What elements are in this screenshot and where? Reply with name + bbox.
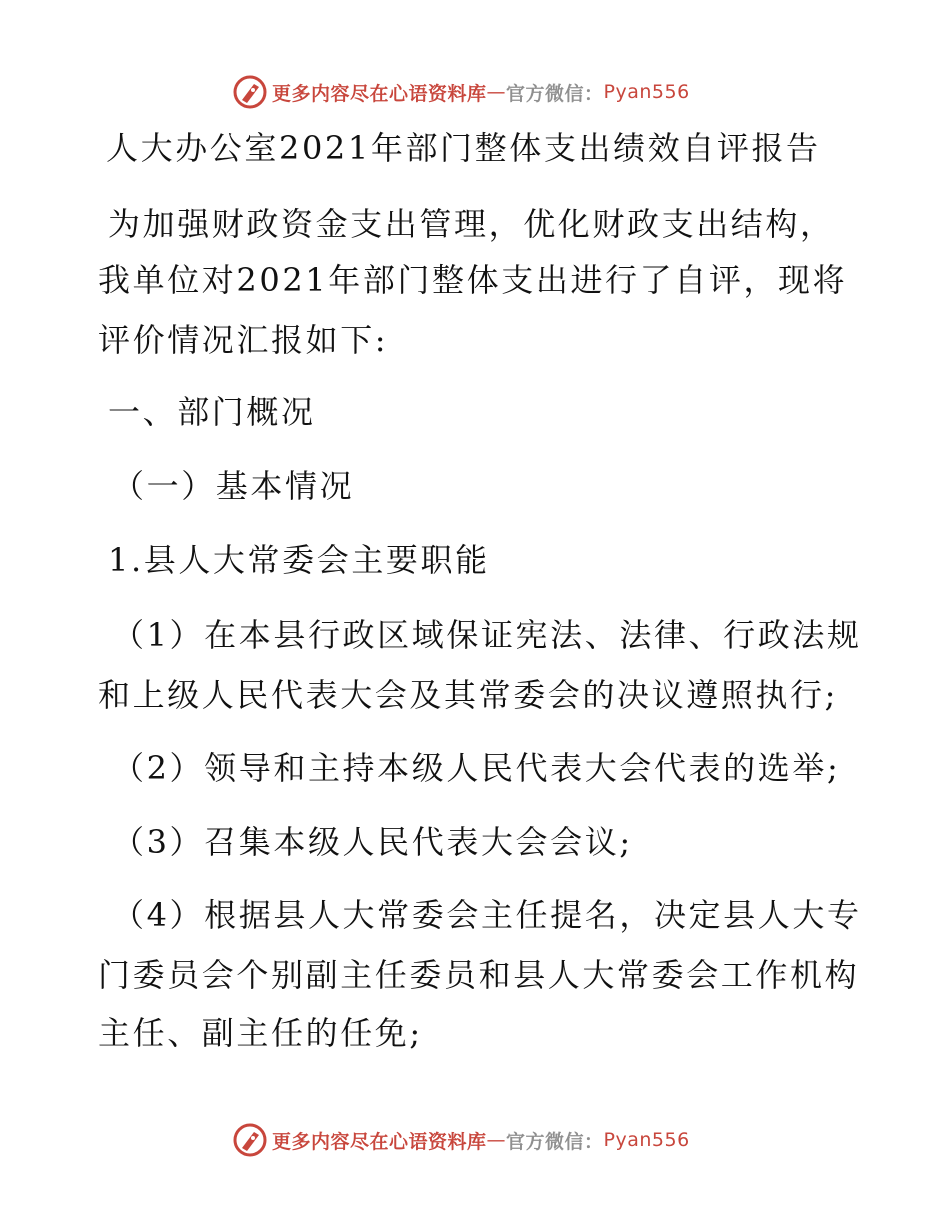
watermark-wechat-id: Pyan556 — [603, 1129, 690, 1151]
watermark-wechat-id: Pyan556 — [603, 81, 690, 103]
paragraph-line: 为加强财政资金支出管理，优化财政支出结构， — [108, 205, 835, 243]
watermark-wechat-label: 官方微信： — [506, 82, 604, 105]
list-item-line: （1）在本县行政区域保证宪法、法律、行政法规 — [112, 616, 862, 654]
list-item-line: （2）领导和主持本级人民代表大会代表的选举; — [112, 749, 841, 787]
watermark-brand-text: 更多内容尽在心语资料库 — [272, 82, 487, 105]
watermark-header — [232, 72, 690, 112]
list-item-line: （3）召集本级人民代表大会会议; — [112, 823, 633, 861]
watermark-brand-text: 更多内容尽在心语资料库 — [272, 1130, 487, 1153]
watermark-wechat-label: 官方微信： — [506, 1130, 604, 1153]
list-item-line: 和上级人民代表大会及其常委会的决议遵照执行; — [98, 676, 838, 714]
list-item-line: 门委员会个别副主任委员和县人大常委会工作机构 — [98, 956, 860, 994]
paragraph-line: 评价情况汇报如下: — [98, 321, 389, 359]
watermark-footer — [232, 1120, 690, 1160]
item-heading: 1.县人大常委会主要职能 — [108, 541, 490, 579]
pen-nib-logo-icon — [232, 74, 268, 110]
watermark-dash: — — [486, 81, 507, 103]
watermark-dash: — — [486, 1129, 507, 1151]
pen-nib-logo-icon — [232, 1122, 268, 1158]
section-heading: 一、部门概况 — [108, 393, 316, 431]
list-item-line: 主任、副主任的任免; — [98, 1014, 423, 1052]
subsection-heading: （一）基本情况 — [112, 467, 355, 505]
list-item-line: （4）根据县人大常委会主任提名，决定县人大专 — [112, 896, 862, 934]
document-title: 人大办公室2021年部门整体支出绩效自评报告 — [106, 129, 821, 167]
paragraph-line: 我单位对2021年部门整体支出进行了自评，现将 — [98, 261, 848, 299]
